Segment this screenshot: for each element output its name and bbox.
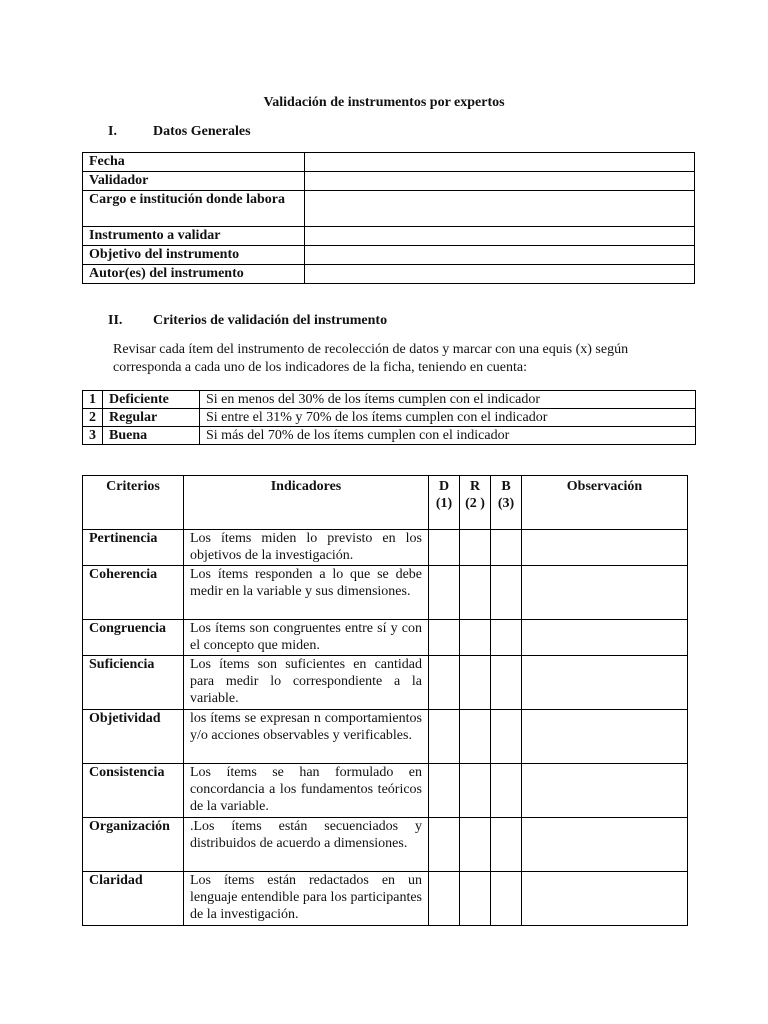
scale-name: Deficiente (103, 391, 200, 409)
mark-b-cell[interactable] (491, 566, 522, 620)
criterio-label: Objetividad (83, 710, 184, 764)
mark-d-cell[interactable] (429, 530, 460, 566)
field-value[interactable] (305, 246, 695, 265)
indicador-text: Los ítems son congruentes entre sí y con el concepto que miden. (184, 620, 429, 656)
field-label: Objetivo del instrumento (83, 246, 305, 265)
general-row (83, 265, 695, 284)
mark-r-cell[interactable] (460, 764, 491, 818)
mark-r-cell[interactable] (460, 710, 491, 764)
scale-name: Buena (103, 427, 200, 445)
criteria-header-row (83, 476, 688, 530)
field-value[interactable] (305, 191, 695, 227)
header-r: R (2 ) (460, 476, 491, 530)
indicador-text: .Los ítems están secuenciados y distribuidos de acuerdo a dimensiones. (184, 818, 429, 872)
criteria-row (83, 764, 688, 818)
mark-b-cell[interactable] (491, 530, 522, 566)
criterio-label: Suficiencia (83, 656, 184, 710)
field-label: Instrumento a validar (83, 227, 305, 246)
mark-r-cell[interactable] (460, 566, 491, 620)
scale-row (83, 409, 696, 427)
mark-b-cell[interactable] (491, 620, 522, 656)
scale-number: 1 (83, 391, 103, 409)
field-label: Validador (83, 172, 305, 191)
mark-b-cell[interactable] (491, 872, 522, 926)
header-b: B (3) (491, 476, 522, 530)
field-value[interactable] (305, 265, 695, 284)
indicador-text: Los ítems se han formulado en concordancia a los fundamentos teóricos de la variable. (184, 764, 429, 818)
scale-description: Si más del 70% de los ítems cumplen con el indicador (200, 427, 696, 445)
criterio-label: Consistencia (83, 764, 184, 818)
indicador-text: los ítems se expresan n comportamientos y/o acciones observables y verificables. (184, 710, 429, 764)
indicador-text: Los ítems son suficientes en cantidad para medir lo correspondiente a la variable. (184, 656, 429, 710)
header-criterios: Criterios (83, 476, 184, 530)
scale-name: Regular (103, 409, 200, 427)
mark-r-cell[interactable] (460, 818, 491, 872)
general-row (83, 246, 695, 265)
field-label: Autor(es) del instrumento (83, 265, 305, 284)
criteria-row (83, 656, 688, 710)
section1-title: Datos Generales (153, 124, 251, 139)
section1-number: I. (108, 124, 117, 139)
observacion-cell[interactable] (522, 764, 688, 818)
criteria-row (83, 530, 688, 566)
observacion-cell[interactable] (522, 710, 688, 764)
observacion-cell[interactable] (522, 872, 688, 926)
observacion-cell[interactable] (522, 566, 688, 620)
scale-row (83, 427, 696, 445)
mark-d-cell[interactable] (429, 872, 460, 926)
observacion-cell[interactable] (522, 620, 688, 656)
scale-number: 3 (83, 427, 103, 445)
instruction-paragraph: Revisar cada ítem del instrumento de recolección de datos y marcar con una equis (x) según corresponda a cada uno de los indicadores de la ficha, teniendo en cuenta: (113, 342, 629, 375)
mark-d-cell[interactable] (429, 710, 460, 764)
scale-number: 2 (83, 409, 103, 427)
criterio-label: Congruencia (83, 620, 184, 656)
criteria-row (83, 620, 688, 656)
field-value[interactable] (305, 172, 695, 191)
scale-table (82, 390, 696, 445)
indicador-text: Los ítems responden a lo que se debe medir en la variable y sus dimensiones. (184, 566, 429, 620)
mark-b-cell[interactable] (491, 710, 522, 764)
mark-d-cell[interactable] (429, 620, 460, 656)
observacion-cell[interactable] (522, 530, 688, 566)
general-row (83, 153, 695, 172)
field-value[interactable] (305, 227, 695, 246)
criteria-row (83, 872, 688, 926)
criterio-label: Claridad (83, 872, 184, 926)
general-row (83, 191, 695, 227)
criterio-label: Coherencia (83, 566, 184, 620)
criteria-row (83, 710, 688, 764)
mark-r-cell[interactable] (460, 620, 491, 656)
criteria-row (83, 818, 688, 872)
scale-description: Si entre el 31% y 70% de los ítems cumplen con el indicador (200, 409, 696, 427)
mark-d-cell[interactable] (429, 656, 460, 710)
observacion-cell[interactable] (522, 656, 688, 710)
scale-description: Si en menos del 30% de los ítems cumplen con el indicador (200, 391, 696, 409)
mark-r-cell[interactable] (460, 656, 491, 710)
general-data-table (82, 152, 695, 284)
scale-row (83, 391, 696, 409)
criterio-label: Pertinencia (83, 530, 184, 566)
header-d: D (1) (429, 476, 460, 530)
mark-d-cell[interactable] (429, 566, 460, 620)
field-value[interactable] (305, 153, 695, 172)
general-row (83, 227, 695, 246)
criteria-table (82, 475, 688, 926)
header-indicadores: Indicadores (184, 476, 429, 530)
page-title: Validación de instrumentos por expertos (263, 95, 505, 110)
mark-b-cell[interactable] (491, 818, 522, 872)
criteria-row (83, 566, 688, 620)
indicador-text: Los ítems miden lo previsto en los objetivos de la investigación. (184, 530, 429, 566)
mark-b-cell[interactable] (491, 764, 522, 818)
mark-d-cell[interactable] (429, 764, 460, 818)
mark-r-cell[interactable] (460, 872, 491, 926)
header-observacion: Observación (522, 476, 688, 530)
section2-number: II. (108, 313, 123, 328)
field-label: Cargo e institución donde labora (83, 191, 305, 227)
mark-r-cell[interactable] (460, 530, 491, 566)
mark-d-cell[interactable] (429, 818, 460, 872)
general-row (83, 172, 695, 191)
indicador-text: Los ítems están redactados en un lenguaje entendible para los participantes de la investigación. (184, 872, 429, 926)
observacion-cell[interactable] (522, 818, 688, 872)
field-label: Fecha (83, 153, 305, 172)
mark-b-cell[interactable] (491, 656, 522, 710)
criterio-label: Organización (83, 818, 184, 872)
section2-title: Criterios de validación del instrumento (153, 313, 388, 328)
